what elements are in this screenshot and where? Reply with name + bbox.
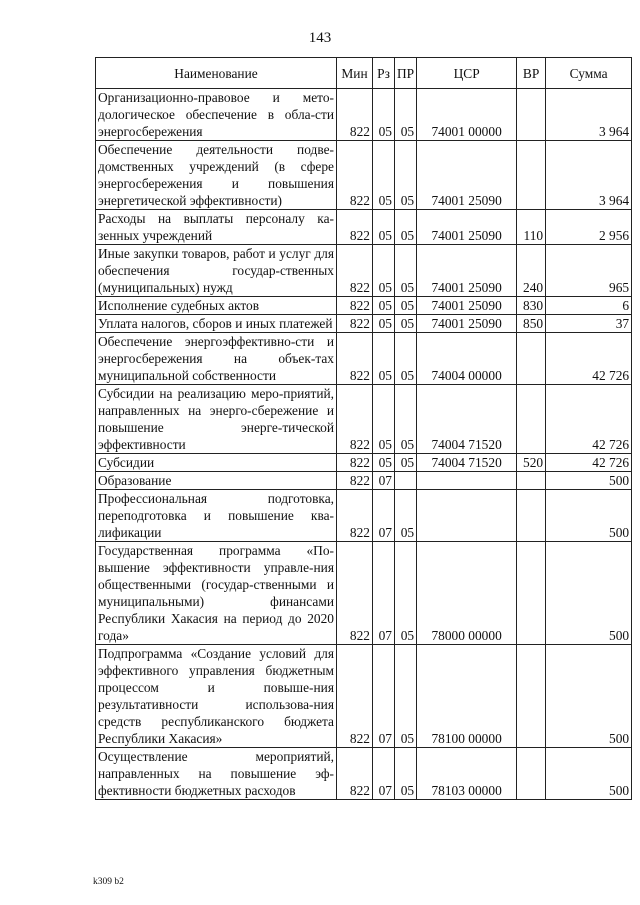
cell-name: Образование [96, 472, 337, 490]
cell-pr: 05 [395, 490, 417, 542]
cell-min: 822 [337, 315, 373, 333]
cell-name: Иные закупки товаров, работ и услуг для обеспечения государ-ственных (муниципальных) нужд [96, 245, 337, 297]
table-row [96, 89, 632, 141]
cell-min: 822 [337, 333, 373, 385]
cell-rz: 07 [373, 542, 395, 645]
cell-csr: 74001 00000 [417, 89, 517, 141]
cell-rz: 05 [373, 315, 395, 333]
cell-sum: 3 964 [546, 141, 632, 210]
table-row [96, 141, 632, 210]
table-row [96, 210, 632, 245]
table-row [96, 333, 632, 385]
cell-min: 822 [337, 89, 373, 141]
table-row [96, 315, 632, 333]
cell-csr: 78103 00000 [417, 748, 517, 800]
cell-rz: 05 [373, 89, 395, 141]
cell-name: Организационно-правовое и мето-дологическое обеспечение в обла-сти энергосбережения [96, 89, 337, 141]
cell-rz: 05 [373, 210, 395, 245]
table-row [96, 454, 632, 472]
budget-table [95, 57, 632, 800]
cell-pr: 05 [395, 542, 417, 645]
cell-name: Подпрограмма «Создание условий для эффективного управления бюджетным процессом и повыше-ния результативности использова-ния средств республиканского бюджета Республики Хакасия» [96, 645, 337, 748]
cell-vr [517, 472, 546, 490]
cell-pr [395, 472, 417, 490]
cell-min: 822 [337, 141, 373, 210]
cell-name: Субсидии на реализацию меро-приятий, направленных на энерго-сбережение и повышение энерге-тической эффективности [96, 385, 337, 454]
cell-name: Государственная программа «По-вышение эффективности управле-ния общественными (государ-ственными и муниципальными) финансами Республики Хакасия на период до 2020 года» [96, 542, 337, 645]
cell-name: Уплата налогов, сборов и иных платежей [96, 315, 337, 333]
table-row [96, 645, 632, 748]
cell-vr: 110 [517, 210, 546, 245]
cell-vr [517, 490, 546, 542]
cell-rz: 07 [373, 645, 395, 748]
cell-csr: 74001 25090 [417, 297, 517, 315]
cell-vr: 830 [517, 297, 546, 315]
cell-pr: 05 [395, 385, 417, 454]
cell-min: 822 [337, 542, 373, 645]
table-row [96, 297, 632, 315]
cell-sum: 500 [546, 472, 632, 490]
cell-csr: 74001 25090 [417, 315, 517, 333]
cell-name: Исполнение судебных актов [96, 297, 337, 315]
table-row [96, 385, 632, 454]
cell-pr: 05 [395, 141, 417, 210]
table-header-row [96, 58, 632, 89]
cell-csr: 74004 00000 [417, 333, 517, 385]
cell-min: 822 [337, 748, 373, 800]
header-sum: Сумма [546, 58, 632, 89]
cell-vr: 520 [517, 454, 546, 472]
cell-csr: 74001 25090 [417, 245, 517, 297]
cell-min: 822 [337, 245, 373, 297]
cell-name: Расходы на выплаты персоналу ка-зенных учреждений [96, 210, 337, 245]
cell-sum: 500 [546, 645, 632, 748]
cell-pr: 05 [395, 245, 417, 297]
table-row [96, 748, 632, 800]
cell-rz: 05 [373, 385, 395, 454]
cell-sum: 42 726 [546, 454, 632, 472]
cell-sum: 965 [546, 245, 632, 297]
cell-vr [517, 89, 546, 141]
header-vr: ВР [517, 58, 546, 89]
cell-rz: 05 [373, 297, 395, 315]
table-row [96, 490, 632, 542]
cell-min: 822 [337, 472, 373, 490]
cell-name: Обеспечение деятельности подве-домственных учреждений (в сфере энергосбережения и повышения энергетической эффективности) [96, 141, 337, 210]
cell-name: Профессиональная подготовка, переподготовка и повышение ква-лификации [96, 490, 337, 542]
cell-vr [517, 141, 546, 210]
cell-vr [517, 645, 546, 748]
cell-rz: 05 [373, 333, 395, 385]
cell-pr: 05 [395, 210, 417, 245]
header-name: Наименование [96, 58, 337, 89]
cell-vr [517, 333, 546, 385]
table-body [96, 89, 632, 800]
cell-pr: 05 [395, 297, 417, 315]
cell-pr: 05 [395, 333, 417, 385]
table-row [96, 472, 632, 490]
footer-code: k309 b2 [93, 877, 124, 887]
cell-rz: 07 [373, 490, 395, 542]
cell-pr: 05 [395, 315, 417, 333]
cell-name: Субсидии [96, 454, 337, 472]
cell-csr [417, 472, 517, 490]
cell-csr: 78000 00000 [417, 542, 517, 645]
cell-name: Осуществление мероприятий, направленных на повышение эф-фективности бюджетных расходов [96, 748, 337, 800]
header-min: Мин [337, 58, 373, 89]
cell-csr: 74004 71520 [417, 454, 517, 472]
cell-rz: 05 [373, 245, 395, 297]
cell-vr: 240 [517, 245, 546, 297]
cell-vr [517, 542, 546, 645]
cell-pr: 05 [395, 89, 417, 141]
header-csr: ЦСР [417, 58, 517, 89]
cell-csr: 74001 25090 [417, 141, 517, 210]
table-row [96, 542, 632, 645]
header-pr: ПР [395, 58, 417, 89]
cell-pr: 05 [395, 454, 417, 472]
cell-name: Обеспечение энергоэффективно-сти и энергосбережения на объек-тах муниципальной собственности [96, 333, 337, 385]
cell-min: 822 [337, 645, 373, 748]
cell-sum: 37 [546, 315, 632, 333]
cell-rz: 05 [373, 454, 395, 472]
cell-sum: 500 [546, 490, 632, 542]
cell-vr [517, 748, 546, 800]
cell-sum: 3 964 [546, 89, 632, 141]
cell-min: 822 [337, 454, 373, 472]
header-rz: Рз [373, 58, 395, 89]
cell-sum: 6 [546, 297, 632, 315]
cell-vr: 850 [517, 315, 546, 333]
cell-csr: 74001 25090 [417, 210, 517, 245]
cell-rz: 07 [373, 472, 395, 490]
cell-sum: 500 [546, 542, 632, 645]
page-number: 143 [308, 30, 332, 46]
cell-csr [417, 490, 517, 542]
cell-min: 822 [337, 210, 373, 245]
cell-sum: 42 726 [546, 333, 632, 385]
cell-rz: 07 [373, 748, 395, 800]
cell-sum: 500 [546, 748, 632, 800]
cell-pr: 05 [395, 748, 417, 800]
cell-csr: 74004 71520 [417, 385, 517, 454]
cell-rz: 05 [373, 141, 395, 210]
cell-pr: 05 [395, 645, 417, 748]
cell-sum: 2 956 [546, 210, 632, 245]
cell-vr [517, 385, 546, 454]
cell-min: 822 [337, 297, 373, 315]
cell-min: 822 [337, 490, 373, 542]
cell-csr: 78100 00000 [417, 645, 517, 748]
table-row [96, 245, 632, 297]
cell-sum: 42 726 [546, 385, 632, 454]
cell-min: 822 [337, 385, 373, 454]
